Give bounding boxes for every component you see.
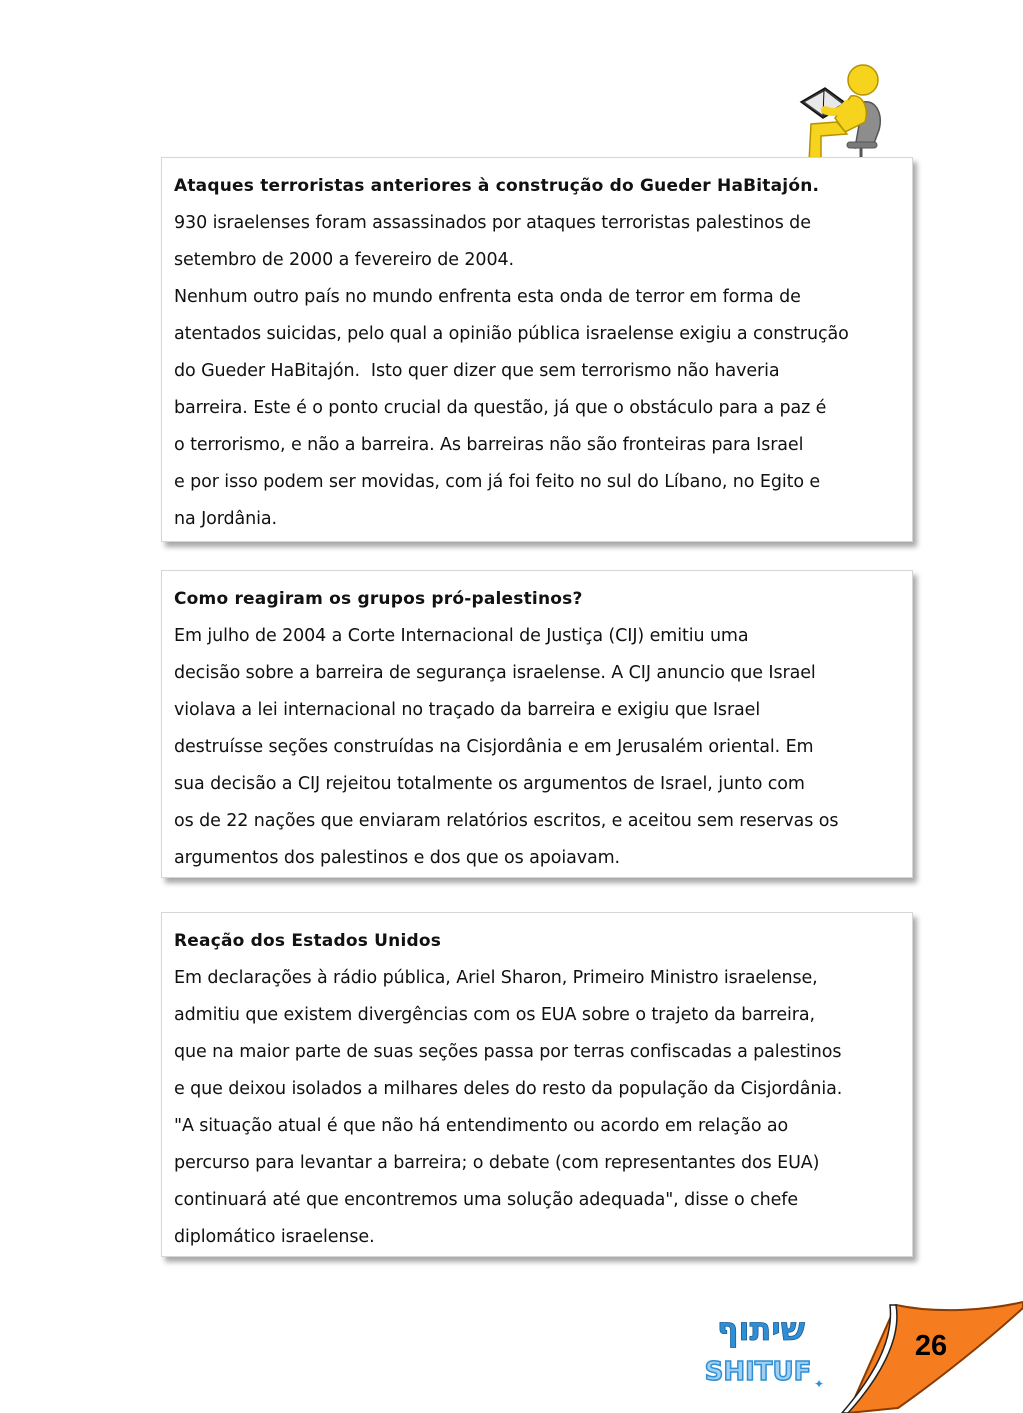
body-line: percurso para levantar a barreira; o debate (com representantes dos EUA) <box>174 1153 820 1173</box>
section-heading: Ataques terroristas anteriores à construção do Gueder HaBitajón. <box>174 176 820 196</box>
body-line: e por isso podem ser movidas, com já foi feito no sul do Líbano, no Egito e <box>174 472 821 492</box>
body-line: sua decisão a CIJ rejeitou totalmente os argumentos de Israel, junto com <box>174 774 805 794</box>
body-line: o terrorismo, e não a barreira. As barreiras não são fronteiras para Israel <box>174 435 804 455</box>
section-heading: Como reagiram os grupos pró-palestinos? <box>174 589 583 609</box>
body-line: admitiu que existem divergências com os EUA sobre o trajeto da barreira, <box>174 1005 815 1025</box>
body-line: 930 israelenses foram assassinados por ataques terroristas palestinos de <box>174 213 811 233</box>
body-line: Nenhum outro país no mundo enfrenta esta onda de terror em forma de <box>174 287 801 307</box>
body-line: os de 22 nações que enviaram relatórios escritos, e aceitou sem reservas os <box>174 811 839 831</box>
body-line: e que deixou isolados a milhares deles do resto da população da Cisjordânia. <box>174 1079 843 1099</box>
body-line: diplomático israelense. <box>174 1227 375 1247</box>
section-pro-palestinian-reaction <box>161 570 913 878</box>
logo-latin-text: SHITUF <box>704 1357 812 1387</box>
section-heading: Reação dos Estados Unidos <box>174 931 442 951</box>
body-line: Em julho de 2004 a Corte Internacional de Justiça (CIJ) emitiu uma <box>174 626 749 646</box>
body-line: na Jordânia. <box>174 509 278 529</box>
reading-person-illustration <box>785 60 890 172</box>
shituf-logo <box>696 1308 826 1393</box>
section-terror-attacks <box>161 157 913 542</box>
body-line: violava a lei internacional no traçado da barreira e exigiu que Israel <box>174 700 761 720</box>
body-line: do Gueder HaBitajón. Isto quer dizer que sem terrorismo não haveria <box>174 361 780 381</box>
body-line: Em declarações à rádio pública, Ariel Sharon, Primeiro Ministro israelense, <box>174 968 818 988</box>
body-line: continuará até que encontremos uma solução adequada", disse o chefe <box>174 1190 798 1210</box>
body-line: destruísse seções construídas na Cisjordânia e em Jerusalém oriental. Em <box>174 737 814 757</box>
star-icon: ✦ <box>814 1377 825 1391</box>
section-us-reaction <box>161 912 913 1257</box>
page-number: 26 <box>914 1330 948 1362</box>
logo-hebrew-text: שיתוף <box>716 1310 806 1348</box>
body-line: que na maior parte de suas seções passa por terras confiscadas a palestinos <box>174 1042 842 1062</box>
body-line: setembro de 2000 a fevereiro de 2004. <box>174 250 514 270</box>
body-line: barreira. Este é o ponto crucial da questão, já que o obstáculo para a paz é <box>174 398 827 418</box>
body-line: atentados suicidas, pelo qual a opinião pública israelense exigiu a construção <box>174 324 849 344</box>
body-line: argumentos dos palestinos e dos que os apoiavam. <box>174 848 620 868</box>
body-line: "A situação atual é que não há entendimento ou acordo em relação ao <box>174 1116 789 1136</box>
body-line: decisão sobre a barreira de segurança israelense. A CIJ anuncio que Israel <box>174 663 816 683</box>
